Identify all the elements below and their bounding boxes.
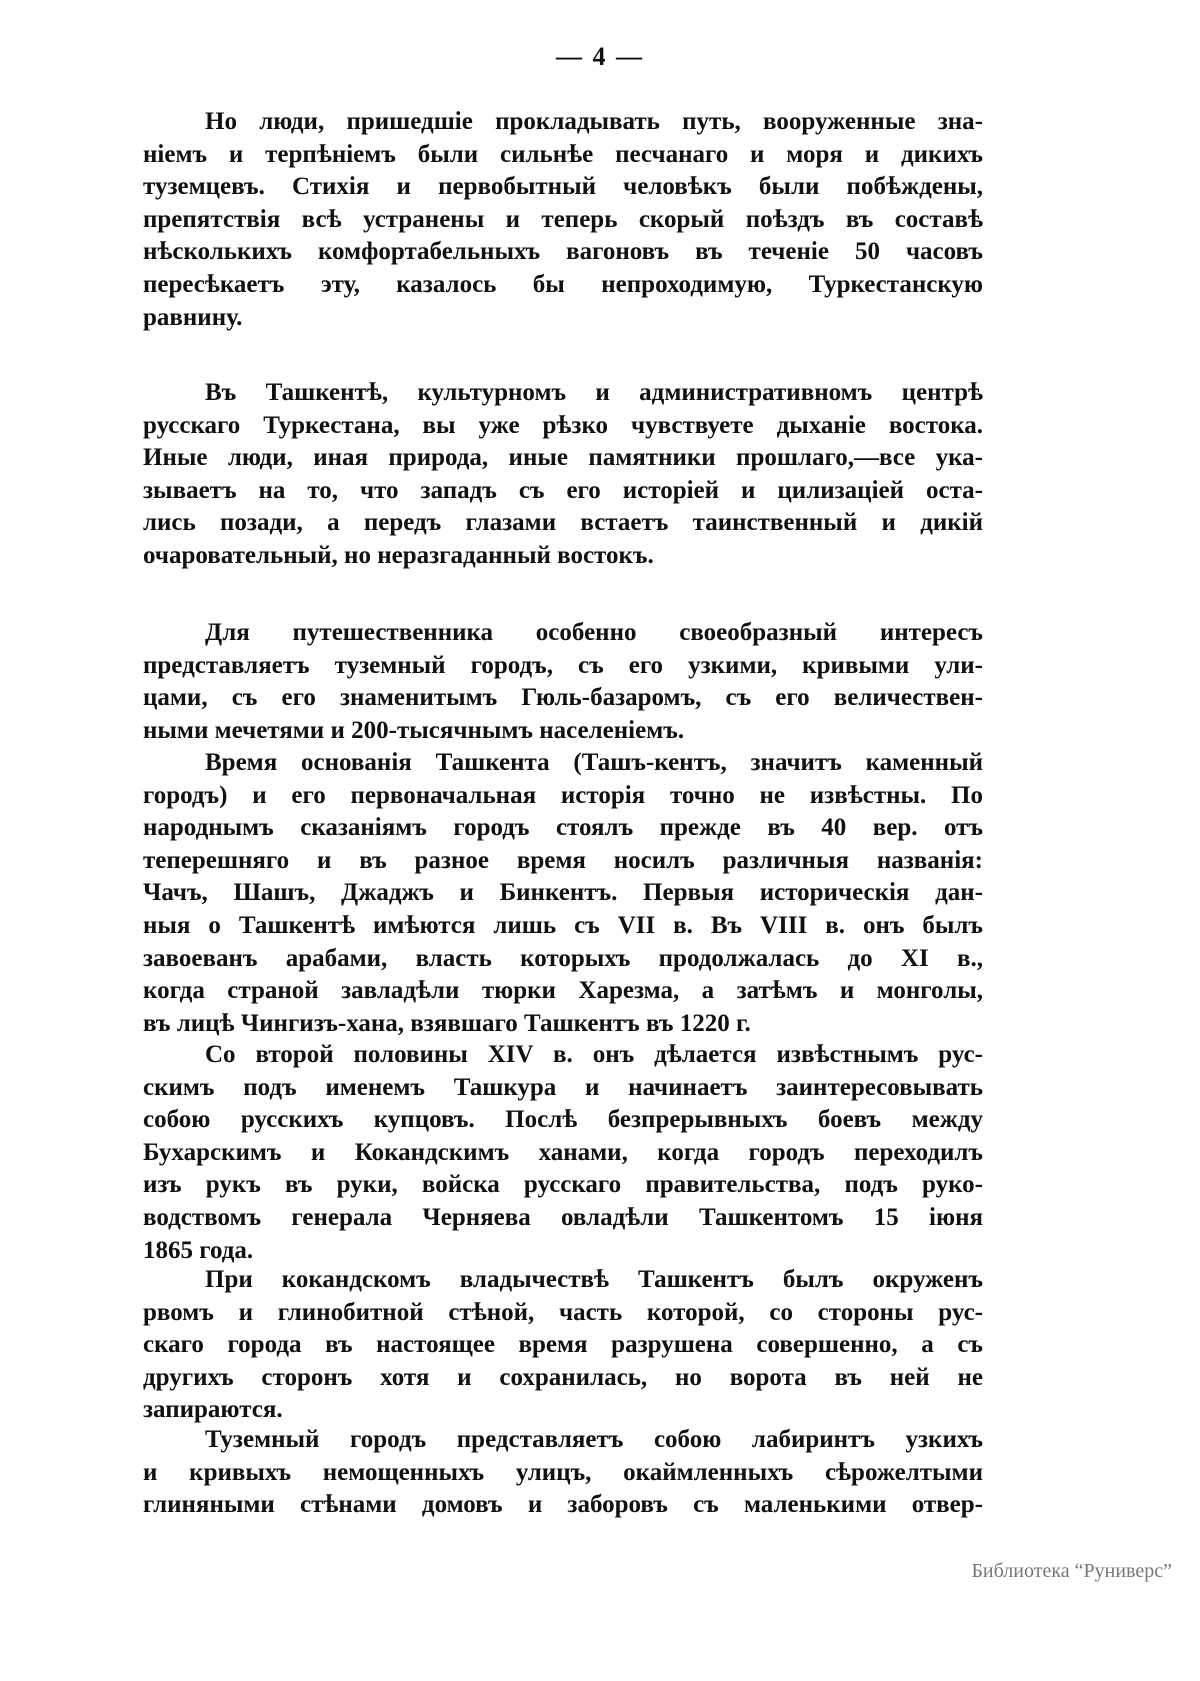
text-line: Въ Ташкентѣ, культурномъ и административномъ центрѣ	[205, 379, 983, 406]
text-line: городъ) и его первоначальная исторія точно не извѣстны. По	[143, 781, 983, 809]
text-line: ніемъ и терпѣніемъ были сильнѣе песчанаго и моря и дикихъ	[143, 140, 983, 168]
text-line: изъ рукъ въ руки, войска русскаго правительства, подъ руко-	[143, 1171, 983, 1199]
text-line: пересѣкаетъ эту, казалось бы непроходимую, Туркестанскую	[143, 271, 983, 298]
text-line: народнымъ сказаніямъ городъ стоялъ прежде въ 40 вер. отъ	[143, 814, 983, 842]
text-line: водствомъ генерала Черняева овладѣли Ташкентомъ 15 іюня	[143, 1204, 983, 1231]
text-line: представляетъ туземный городъ, съ его узкими, кривыми ули-	[143, 651, 983, 679]
text-line: Иные люди, иная природа, иные памятники прошлаго,—все ука-	[143, 444, 983, 472]
text-line: собою русскихъ купцовъ. Послѣ безпрерывныхъ боевъ между	[143, 1106, 983, 1134]
text-line: Туземный городъ представляетъ собою лабиринтъ узкихъ	[205, 1426, 983, 1453]
text-line: Время основанія Ташкента (Ташъ-кентъ, значитъ каменный	[205, 749, 983, 776]
text-line: нѣсколькихъ комфортабельныхъ вагоновъ въ теченіе 50 часовъ	[143, 238, 983, 266]
text-line: лись позади, а передъ глазами встаетъ таинственный и дикій	[143, 509, 983, 537]
text-line: теперешняго и въ разное время носилъ различныя названія:	[143, 846, 983, 874]
text-line: Со второй половины XIV в. онъ дѣлается извѣстнымъ рус-	[205, 1041, 983, 1068]
text-line: Но люди, пришедшіе прокладывать путь, вооруженные зна-	[205, 108, 983, 135]
text-line: завоеванъ арабами, власть которыхъ продолжалась до XI в.,	[143, 944, 983, 972]
text-line: рвомъ и глинобитной стѣной, часть которой, со стороны рус-	[143, 1298, 983, 1326]
text-line: русскаго Туркестана, вы уже рѣзко чувствуете дыханіе востока.	[143, 411, 983, 439]
text-line: 1865 года.	[143, 1236, 254, 1264]
page-number: — 4 —	[556, 42, 644, 71]
text-line: скаго города въ настоящее время разрушена совершенно, а съ	[143, 1331, 983, 1359]
text-line: глиняными стѣнами домовъ и заборовъ съ маленькими отвер-	[143, 1491, 983, 1519]
text-line: запираются.	[143, 1396, 283, 1424]
text-line: ными мечетями и 200-тысячнымъ населеніемъ.	[143, 716, 685, 744]
text-line: въ лицѣ Чингизъ-хана, взявшаго Ташкентъ въ 1220 г.	[143, 1009, 751, 1037]
text-line: Для путешественника особенно своеобразный интересъ	[205, 619, 983, 646]
text-line: зываетъ на то, что западъ съ его исторіей и цилизаціей оста-	[143, 476, 983, 504]
text-line: туземцевъ. Стихія и первобытный человѣкъ были побѣждены,	[143, 173, 983, 201]
text-line: когда страной завладѣли тюрки Харезма, а затѣмъ и монголы,	[143, 977, 983, 1005]
text-line: цами, съ его знаменитымъ Гюль-базаромъ, съ его величествен-	[143, 684, 983, 712]
text-line: равнину.	[143, 303, 243, 331]
text-line: Чачъ, Шашъ, Джаджъ и Бинкентъ. Первыя историческія дан-	[143, 879, 983, 907]
text-line: и кривыхъ немощенныхъ улицъ, окаймленныхъ сѣрожелтыми	[143, 1458, 983, 1486]
text-line: очаровательный, но неразгаданный востокъ.	[143, 542, 654, 569]
text-line: другихъ сторонъ хотя и сохранилась, но ворота въ ней не	[143, 1363, 983, 1391]
text-line: При кокандскомъ владычествѣ Ташкентъ былъ окруженъ	[205, 1266, 983, 1293]
text-line: ныя о Ташкентѣ имѣются лишь съ VII в. Въ VIII в. онъ былъ	[143, 912, 983, 939]
text-line: скимъ подъ именемъ Ташкура и начинаетъ заинтересовывать	[143, 1073, 983, 1101]
library-watermark: Библиотека “Руниверс”	[971, 1560, 1172, 1582]
text-line: препятствія всѣ устранены и теперь скорый поѣздъ въ составѣ	[143, 205, 983, 233]
text-line: Бухарскимъ и Кокандскимъ ханами, когда городъ переходилъ	[143, 1138, 983, 1166]
